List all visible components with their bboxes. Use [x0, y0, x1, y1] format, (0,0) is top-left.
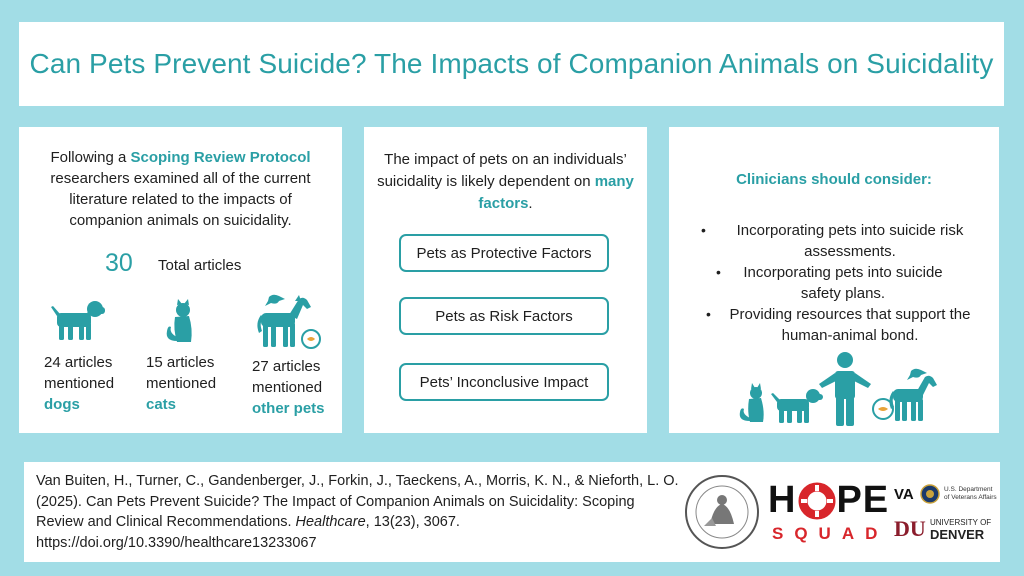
factors-intro [372, 149, 639, 215]
bullet-2: • [716, 264, 721, 280]
life-ring-icon [798, 482, 836, 520]
person-icon [817, 352, 873, 426]
squad-text: SQUAD [772, 524, 889, 543]
citation-part1: Van Buiten, H., Turner, C., Gandenberger, J., Forkin, J., Taeckens, A., Morris, K. N., & Nieforth, L. O. (2025). Can Pets Prevent Suicide? The Impact of Companion Animals on Suicidality: Scoping Review and Clinical Recommendations. [36, 473, 679, 530]
page-title: Can Pets Prevent Suicide? The Impacts of Companion Animals on Suicidality [29, 48, 994, 79]
cats-label: cats [146, 396, 177, 413]
citation-panel [24, 462, 1000, 562]
du-line1: UNIVERSITY OF [930, 518, 992, 527]
review-intro [33, 147, 328, 231]
other-count: 27 articles [252, 358, 321, 375]
citation-part2: , 13(23), 3067. https://doi.org/10.3390/healthcare13233067 [36, 514, 460, 551]
intro-text: Following a [50, 149, 131, 166]
dogs-label: dogs [44, 396, 80, 413]
dogs-count: 24 articles [44, 354, 113, 371]
cats-count: 15 articles [146, 354, 215, 371]
review-summary-panel [19, 127, 342, 433]
protective-factors-box: Pets as Protective Factors [399, 234, 609, 272]
consider-item-2 [701, 262, 981, 304]
clinicians-heading: Clinicians should consider: [736, 171, 932, 188]
other-pets-stat [252, 356, 325, 419]
consider-item-3 [701, 304, 981, 346]
other-mid: mentioned [252, 379, 323, 396]
consider-text-2: Incorporating pets into suicide safety plans. [743, 264, 943, 302]
intro-text-rest: researchers examined all of the current literature related to the impacts of companion animals on suicidality. [50, 170, 311, 229]
va-dept-line2: of Veterans Affairs [944, 494, 997, 501]
consider-item-1 [701, 220, 981, 262]
risk-factors-box: Pets as Risk Factors [399, 297, 609, 335]
human-animal-bond-seal-logo [684, 472, 760, 552]
bullet-1: • [701, 222, 706, 238]
cats-stat [146, 352, 216, 415]
dog-icon [771, 389, 823, 423]
va-text: VA [894, 486, 914, 503]
citation-journal: Healthcare [295, 514, 366, 530]
consider-text-1: Incorporating pets into suicide risk assessments. [736, 222, 964, 260]
dogs-mid: mentioned [44, 375, 115, 392]
va-seal-icon [920, 484, 940, 504]
university-of-denver-logo [894, 516, 998, 544]
factors-intro-text: The impact of pets on an individuals’ suicidality is likely dependent on [377, 151, 627, 190]
total-articles-label: Total articles [158, 257, 242, 274]
cats-mid: mentioned [146, 375, 217, 392]
inconclusive-impact-box: Pets’ Inconclusive Impact [399, 363, 609, 401]
du-line2: DENVER [930, 527, 985, 542]
cat-icon [163, 301, 195, 343]
factors-intro-end: . [528, 195, 533, 212]
title-banner [19, 22, 1004, 106]
horse-bird-icon [879, 367, 939, 423]
hope-pe: PE [836, 479, 890, 521]
citation-text [36, 471, 686, 553]
hope-squad-logo [768, 480, 906, 550]
clinicians-panel [669, 127, 999, 433]
bird-horse-fishbowl-icon [259, 293, 323, 349]
total-articles-number: 30 [105, 249, 133, 277]
other-label: other pets [252, 400, 325, 417]
va-dept-line1: U.S. Department [944, 486, 993, 493]
factors-panel [364, 127, 647, 433]
consider-text-3: Providing resources that support the human-animal bond. [729, 306, 971, 344]
bullet-3: • [706, 306, 711, 322]
scoping-review-highlight: Scoping Review Protocol [130, 149, 311, 166]
hope-h: H [768, 479, 797, 521]
dog-icon [51, 301, 105, 341]
du-mark: DU [894, 516, 926, 541]
dogs-stat [44, 352, 114, 415]
cat-icon [737, 385, 767, 423]
va-logo [894, 484, 998, 508]
many-factors-highlight: many factors [478, 173, 634, 212]
